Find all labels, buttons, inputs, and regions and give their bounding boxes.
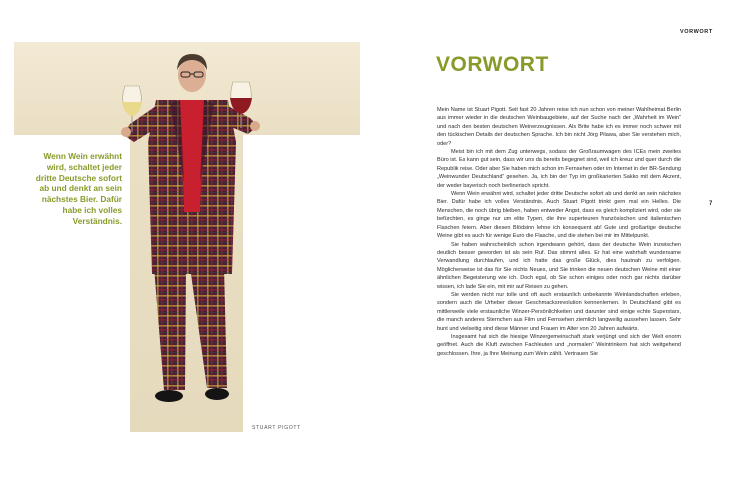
red-shirt [180, 100, 204, 212]
chapter-title: VORWORT [436, 53, 549, 76]
paragraph: Insgesamt hat sich die hiesige Winzergemeinschaft stark verjüngt und sich der Welt enorm geöffnet. Auch die Kluft zwischen Fachleuten und „normalen“ Weintrinkern hat sich weitgehend geschlossen. Ihre, ja Ihre Meinung zum Wein zählt. Vertrauen Sie [437, 333, 681, 357]
paragraph: Sie werden nicht nur tolle und oft auch erstaunlich unbekannte Weinlandschaften erleben, sondern auch die Urheber dieser Geschmacksrevolution kennenlernen. In Deutschland gibt es mittlerweile viele erstaunliche Winzer-Persönlichkeiten und darunter sind einige echte Superstars, die manch anderes Sternchen aus Film und Fernsehen ziemlich langweilig aussehen lassen. Sehr bunt und vielseitig sind diese Männer und Frauen im Alter von 20 Jahren aufwärts. [437, 291, 681, 332]
paragraph: Meist bin ich mit dem Zug unterwegs, sodass der Großraumwagen des ICEs mein zweites Büro ist. Es kann gut sein, dass wir uns da bereits begegnet sind, weil ich kreuz und quer durch die Republik reise. Oder aber Sie haben mich schon im Fernsehen oder im Internet in der BR-Sendung „Weinwunder Deutschland“ gesehen. Ja, ich bin der Typ im großkarierten Sakko mit dem Akzent, der weder bayerisch noch berlinerisch spricht. [437, 149, 681, 189]
running-head: VORWORT [680, 29, 713, 35]
page-number: 7 [709, 201, 713, 207]
pull-quote: Wenn Wein erwähnt wird, schaltet jeder dritte Deutsche sofort ab und denkt an sein nächstes Bier. Dafür habe ich volles Verständnis. [35, 151, 122, 226]
paragraph: Mein Name ist Stuart Pigott. Seit fast 20 Jahren reise ich nun schon von meiner Wahlheimat Berlin aus immer wieder in die deutschen Weinbaugebiete, auf der Suche nach der „Wahrheit im Wein“ und nach den besten deutschen Weinerzeugnissen. Als Brite habe ich es immer noch schwer mit den tückischen Details der deutschen Sprache. Ich bin nicht Jörg Pilawa, aber Sie verstehen mich, oder? [437, 107, 681, 147]
portrait-photo [14, 42, 360, 432]
paragraph: Wenn Wein erwähnt wird, schaltet jeder dritte Deutsche sofort ab und denkt an sein nächstes Bier. Dafür habe ich volles Verständnis. Auch Stuart Pigott trinkt gern mal ein Helles. Die Menschen, die noch übrig bleiben, haben entweder Angst, dass es gleich kompliziert wird, oder sie befürchten, es ginge nur um elite Typen, die ihre superteuren französischen und italienischen Flaschen feiern. Aber diesen Blödsinn lehne ich konsequent ab! Gute und großartige deutsche Weine gibt es auch für wenige Euro die Flasche, und die stehen bei mir im Mittelpunkt. [437, 191, 681, 240]
photo-credit: STUART PIGOTT [252, 425, 301, 431]
body-text [437, 106, 681, 358]
left-shoe [155, 390, 183, 402]
paragraph: Sie haben wahrscheinlich schon irgendwann gehört, dass der deutsche Wein inzwischen deutlich besser geworden ist als sein Ruf. Das stimmt alles. Er hat eine wahrhaft wundersame Verwandlung durchlaufen, und ich hatte das große Glück, dies hautnah zu verfolgen. Möglicherweise ist das für Sie nichts Neues, und Sie trinken die neuen deutschen Weine mit einer ähnlichen Begeisterung wie ich. Doch egal, ob Sie schon einiges oder noch gar nichts darüber wissen, ich lade Sie ein, mit mir auf Reisen zu gehen. [437, 241, 681, 290]
right-shoe [205, 388, 229, 400]
